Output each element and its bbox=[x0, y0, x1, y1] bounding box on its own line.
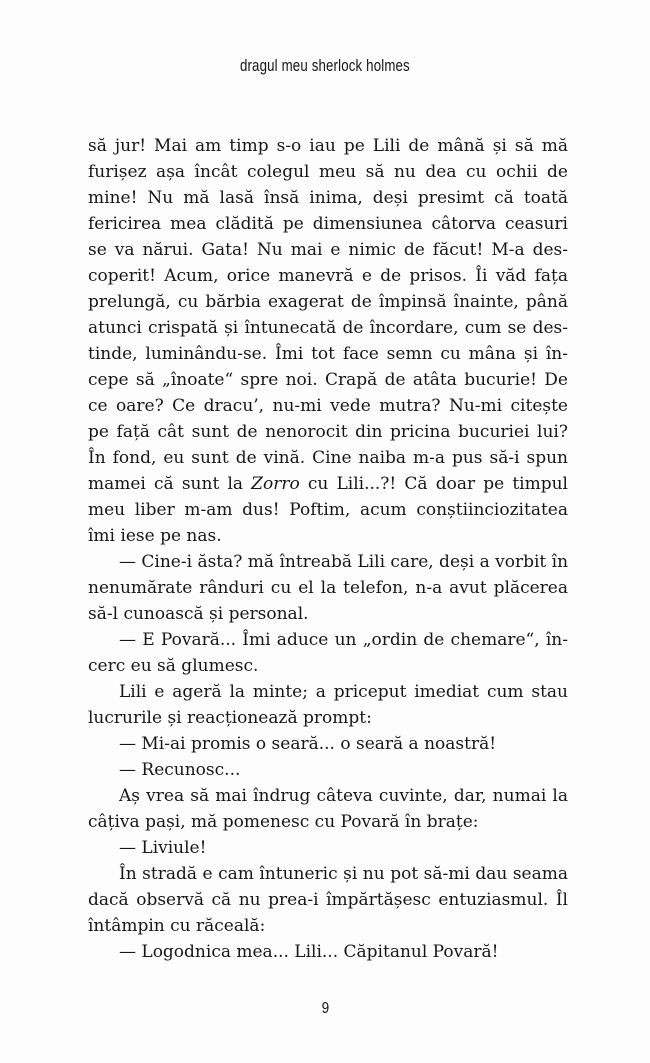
text-line bbox=[88, 783, 568, 809]
text-segment: dacă observă că nu prea-i împărtășesc entuziasmul. Îl bbox=[88, 890, 568, 910]
text-line bbox=[88, 523, 568, 549]
text-line bbox=[88, 757, 568, 783]
text-line bbox=[88, 497, 568, 523]
text-body bbox=[88, 133, 568, 965]
text-segment: lucrurile și reacționează prompt: bbox=[88, 708, 372, 728]
text-segment: mine! Nu mă lasă însă inima, deși presimt că toată bbox=[88, 188, 568, 208]
text-segment: În stradă e cam întuneric și nu pot să-mi dau seama bbox=[119, 864, 568, 884]
text-line bbox=[88, 263, 568, 289]
text-line bbox=[88, 679, 568, 705]
text-segment: nenumărate rânduri cu el la telefon, n-a avut plăcerea bbox=[88, 578, 568, 598]
text-segment: — Liviule! bbox=[119, 838, 207, 858]
text-line bbox=[88, 393, 568, 419]
text-line bbox=[88, 887, 568, 913]
text-line bbox=[88, 445, 568, 471]
text-segment: — Cine-i ăsta? mă întreabă Lili care, deși a vorbit în bbox=[119, 552, 569, 572]
text-line bbox=[88, 211, 568, 237]
text-segment: coperit! Acum, orice manevră e de prisos. Îi văd fața bbox=[88, 266, 568, 286]
page-number bbox=[0, 1000, 650, 1018]
text-line bbox=[88, 133, 568, 159]
text-segment: cerc eu să glumesc. bbox=[88, 656, 259, 676]
text-line bbox=[88, 575, 568, 601]
text-segment: întâmpin cu răceală: bbox=[88, 916, 266, 936]
text-segment: — Mi-ai promis o seară... o seară a noastră! bbox=[119, 734, 497, 754]
text-line bbox=[88, 835, 568, 861]
text-segment: îmi iese pe nas. bbox=[88, 526, 222, 546]
text-segment: mamei că sunt la bbox=[88, 474, 252, 494]
text-segment: tinde, luminându-se. Îmi tot face semn cu mâna și în- bbox=[88, 344, 568, 364]
text-line bbox=[88, 601, 568, 627]
italic-text-segment: Zorro bbox=[251, 474, 300, 494]
text-segment: cepe să „înoate“ spre noi. Crapă de atâta bucurie! De bbox=[88, 370, 568, 390]
text-segment: atunci crispată și întunecată de încordare, cum se des- bbox=[88, 318, 568, 338]
text-line bbox=[88, 705, 568, 731]
text-segment: se va nărui. Gata! Nu mai e nimic de făcut! M-a des- bbox=[88, 240, 568, 260]
text-line bbox=[88, 159, 568, 185]
text-line bbox=[88, 809, 568, 835]
text-line bbox=[88, 289, 568, 315]
running-header-title: dragul meu sherlock holmes bbox=[240, 56, 410, 75]
text-segment: — Logodnica mea... Lili... Căpitanul Povară! bbox=[119, 942, 499, 962]
text-line bbox=[88, 913, 568, 939]
text-segment: Aș vrea să mai îndrug câteva cuvinte, dar, numai la bbox=[119, 786, 568, 806]
text-line bbox=[88, 653, 568, 679]
text-line bbox=[88, 237, 568, 263]
text-line bbox=[88, 471, 568, 497]
text-line bbox=[88, 861, 568, 887]
text-line bbox=[88, 341, 568, 367]
text-line bbox=[88, 419, 568, 445]
text-line bbox=[88, 367, 568, 393]
text-segment: furișez așa încât colegul meu să nu dea cu ochii de bbox=[88, 162, 568, 182]
text-line bbox=[88, 731, 568, 757]
running-header bbox=[0, 56, 650, 76]
page-number-value: 9 bbox=[321, 1000, 329, 1017]
text-segment: cu Lili...?! Că doar pe timpul bbox=[299, 474, 568, 494]
text-segment: — Recunosc... bbox=[119, 760, 241, 780]
text-segment: — E Povară... Îmi aduce un „ordin de chemare“, în- bbox=[119, 630, 568, 650]
text-line bbox=[88, 627, 568, 653]
text-segment: fericirea mea clădită pe dimensiunea câtorva ceasuri bbox=[88, 214, 568, 234]
text-segment: ce oare? Ce dracu’, nu-mi vede mutra? Nu-mi citește bbox=[88, 396, 568, 416]
text-segment: să-l cunoască și personal. bbox=[88, 604, 309, 624]
text-segment: Lili e ageră la minte; a priceput imediat cum stau bbox=[119, 682, 568, 702]
text-segment: meu liber m-am dus! Poftim, acum conștiinciozitatea bbox=[88, 500, 568, 520]
text-segment: În fond, eu sunt de vină. Cine naiba m-a pus să-i spun bbox=[88, 448, 568, 468]
text-segment: câțiva pași, mă pomenesc cu Povară în brațe: bbox=[88, 812, 479, 832]
text-line bbox=[88, 185, 568, 211]
text-line bbox=[88, 315, 568, 341]
text-segment: pe față cât sunt de nenorocit din pricina bucuriei lui? bbox=[88, 422, 568, 442]
text-segment: prelungă, cu bărbia exagerat de împinsă înainte, până bbox=[88, 292, 568, 312]
text-segment: să jur! Mai am timp s-o iau pe Lili de mână și să mă bbox=[88, 136, 568, 156]
text-line bbox=[88, 549, 568, 575]
text-line bbox=[88, 939, 568, 965]
